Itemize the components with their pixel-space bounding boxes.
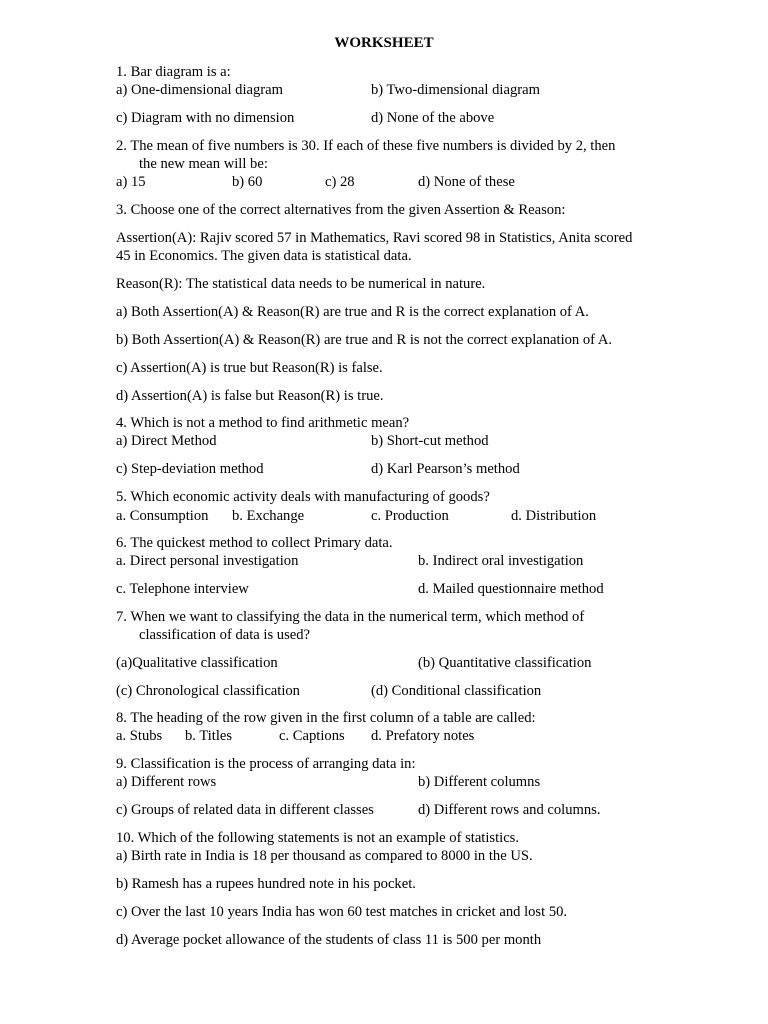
q1-option-c: c) Diagram with no dimension bbox=[116, 110, 295, 126]
q5-option-c: c. Production bbox=[371, 508, 449, 524]
q4-option-c: c) Step-deviation method bbox=[116, 461, 264, 477]
q3-option-c: c) Assertion(A) is true but Reason(R) is false. bbox=[116, 360, 383, 376]
q7-option-a: (a)Qualitative classification bbox=[116, 655, 278, 671]
q10-option-c: c) Over the last 10 years India has won 60 test matches in cricket and lost 50. bbox=[116, 904, 568, 920]
question-2-text-cont: the new mean will be: bbox=[139, 156, 268, 172]
q7-option-c: (c) Chronological classification bbox=[116, 683, 300, 699]
q8-option-c: c. Captions bbox=[279, 728, 345, 744]
q5-option-a: a. Consumption bbox=[116, 508, 209, 524]
q9-option-c: c) Groups of related data in different classes bbox=[116, 802, 374, 818]
q2-option-a: a) 15 bbox=[116, 174, 146, 190]
question-2-text: 2. The mean of five numbers is 30. If each of these five numbers is divided by 2, then bbox=[116, 138, 616, 154]
page-title: WORKSHEET bbox=[334, 35, 434, 51]
q8-option-b: b. Titles bbox=[185, 728, 233, 744]
q3-assertion-cont: 45 in Economics. The given data is statistical data. bbox=[116, 248, 412, 264]
q6-option-d: d. Mailed questionnaire method bbox=[418, 581, 604, 597]
q5-option-d: d. Distribution bbox=[511, 508, 597, 524]
q6-option-b: b. Indirect oral investigation bbox=[418, 553, 584, 569]
question-7-text-cont: classification of data is used? bbox=[139, 627, 311, 643]
question-3-text: 3. Choose one of the correct alternatives from the given Assertion & Reason: bbox=[116, 202, 566, 218]
question-5-text: 5. Which economic activity deals with manufacturing of goods? bbox=[116, 489, 490, 505]
question-6-text: 6. The quickest method to collect Primary data. bbox=[116, 535, 393, 551]
q3-option-a: a) Both Assertion(A) & Reason(R) are true and R is the correct explanation of A. bbox=[116, 304, 589, 320]
q4-option-a: a) Direct Method bbox=[116, 433, 217, 449]
q2-option-d: d) None of these bbox=[418, 174, 515, 190]
q3-option-d: d) Assertion(A) is false but Reason(R) is true. bbox=[116, 388, 384, 404]
q9-option-d: d) Different rows and columns. bbox=[418, 802, 601, 818]
q1-option-b: b) Two-dimensional diagram bbox=[371, 82, 540, 98]
q3-option-b: b) Both Assertion(A) & Reason(R) are true and R is not the correct explanation of A. bbox=[116, 332, 613, 348]
q10-option-a: a) Birth rate in India is 18 per thousand as compared to 8000 in the US. bbox=[116, 848, 533, 864]
q6-option-c: c. Telephone interview bbox=[116, 581, 249, 597]
q10-option-d: d) Average pocket allowance of the students of class 11 is 500 per month bbox=[116, 932, 542, 948]
q4-option-d: d) Karl Pearson’s method bbox=[371, 461, 520, 477]
q6-option-a: a. Direct personal investigation bbox=[116, 553, 299, 569]
q9-option-a: a) Different rows bbox=[116, 774, 217, 790]
q3-reason: Reason(R): The statistical data needs to be numerical in nature. bbox=[116, 276, 486, 292]
question-8-text: 8. The heading of the row given in the first column of a table are called: bbox=[116, 710, 536, 726]
q1-option-a: a) One-dimensional diagram bbox=[116, 82, 283, 98]
q7-option-d: (d) Conditional classification bbox=[371, 683, 542, 699]
q8-option-d: d. Prefatory notes bbox=[371, 728, 475, 744]
question-4-text: 4. Which is not a method to find arithmetic mean? bbox=[116, 415, 410, 431]
question-7-text: 7. When we want to classifying the data in the numerical term, which method of bbox=[116, 609, 585, 625]
q2-option-b: b) 60 bbox=[232, 174, 263, 190]
q4-option-b: b) Short-cut method bbox=[371, 433, 489, 449]
question-9-text: 9. Classification is the process of arranging data in: bbox=[116, 756, 416, 772]
q7-option-b: (b) Quantitative classification bbox=[418, 655, 592, 671]
q5-option-b: b. Exchange bbox=[232, 508, 305, 524]
q9-option-b: b) Different columns bbox=[418, 774, 541, 790]
q10-option-b: b) Ramesh has a rupees hundred note in his pocket. bbox=[116, 876, 416, 892]
question-1-text: 1. Bar diagram is a: bbox=[116, 64, 231, 80]
question-10-text: 10. Which of the following statements is not an example of statistics. bbox=[116, 830, 520, 846]
q2-option-c: c) 28 bbox=[325, 174, 355, 190]
q1-option-d: d) None of the above bbox=[371, 110, 495, 126]
q3-assertion: Assertion(A): Rajiv scored 57 in Mathematics, Ravi scored 98 in Statistics, Anita scored bbox=[116, 230, 633, 246]
q8-option-a: a. Stubs bbox=[116, 728, 163, 744]
